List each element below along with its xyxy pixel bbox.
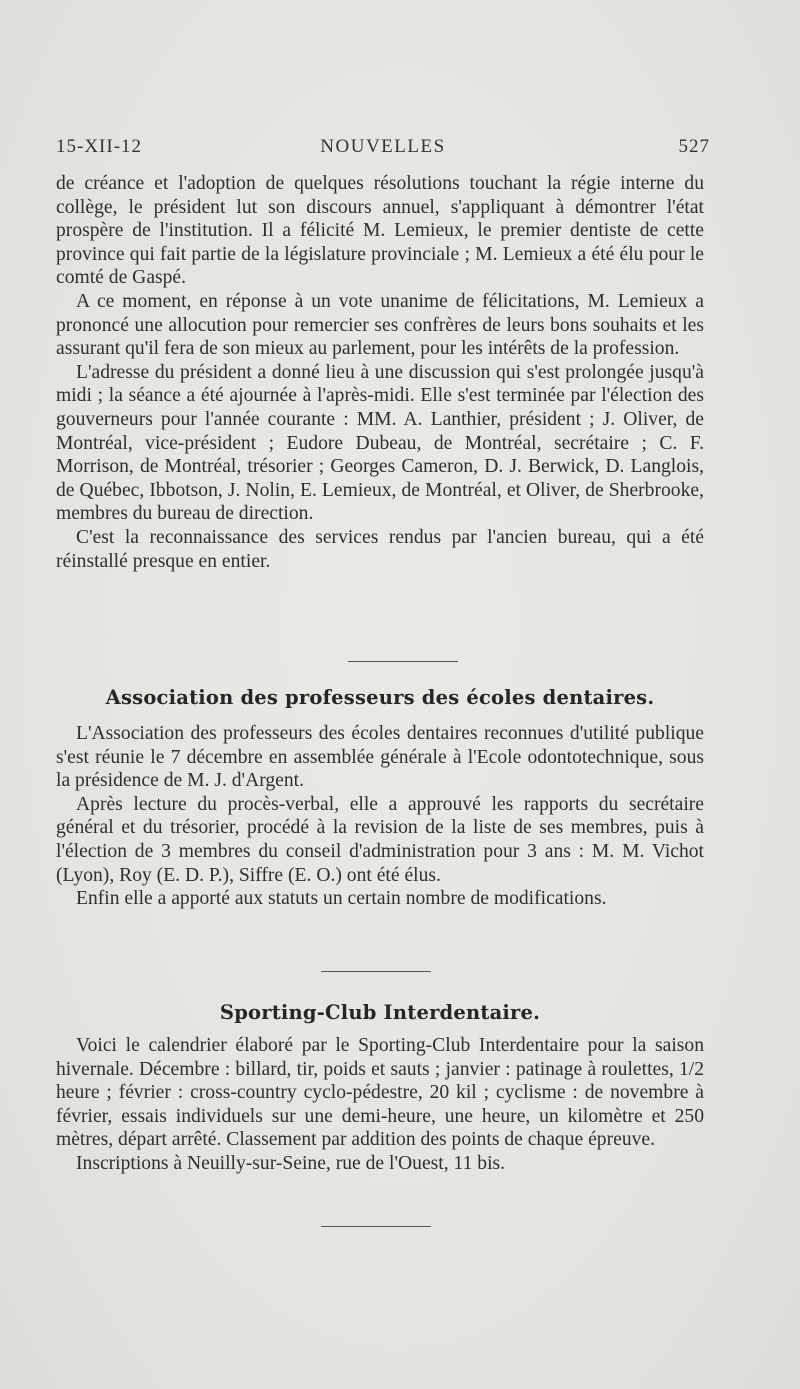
paragraph: A ce moment, en réponse à un vote unanime de félicitations, M. Lemieux a prononcé une allocution pour remercier ses confrères de leurs bons souhaits et les assurant qu'il fera de son mieux au parlement, pour les intérêts de la profession.	[56, 290, 704, 360]
section-association-text	[56, 722, 704, 911]
paragraph: Inscriptions à Neuilly-sur-Seine, rue de l'Ouest, 11 bis.	[76, 1152, 506, 1174]
paragraph: Après lecture du procès-verbal, elle a approuvé les rapports du secrétaire général et du trésorier, procédé à la revision de la liste de ses membres, puis à l'élection de 3 membres du conseil d'administration pour 3 ans : M. M. Vichot (Lyon), Roy (E. D. P.), Siffre (E. O.) ont été élus.	[56, 793, 704, 886]
paragraph: L'adresse du président a donné lieu à une discussion qui s'est prolongée jusqu'à midi ; la séance a été ajournée à l'après-midi. Elle s'est terminée par l'élection des gouverneurs pour l'année courante : MM. A. Lanthier, président ; J. Oliver, de Montréal, vice-président ; Eudore Dubeau, de Montréal, secrétaire ; C. F. Morrison, de Montréal, trésorier ; Georges Cameron, D. J. Berwick, D. Langlois, de Québec, Ibbotson, J. Nolin, E. Lemieux, de Montréal, et Oliver, de Sherbrooke, membres du bureau de direction.	[56, 361, 704, 525]
header-title: NOUVELLES	[320, 136, 446, 157]
section-divider	[321, 971, 431, 972]
section-heading-association: Association des professeurs des écoles dentaires.	[105, 686, 655, 709]
paragraph: C'est la reconnaissance des services rendus par l'ancien bureau, qui a été réinstallé presque en entier.	[56, 526, 704, 572]
section-sporting-club-text	[56, 1034, 704, 1176]
header-date: 15-XII-12	[56, 136, 143, 157]
section-divider	[321, 1226, 431, 1227]
section-college-text	[56, 172, 704, 573]
page-number: 527	[678, 136, 710, 157]
paragraph: Enfin elle a apporté aux statuts un certain nombre de modifications.	[76, 888, 607, 910]
section-heading-sporting-club: Sporting-Club Interdentaire.	[219, 1001, 541, 1024]
paragraph: L'Association des professeurs des écoles dentaires reconnues d'utilité publique s'est réunie le 7 décembre en assemblée générale à l'Ecole odontotechnique, sous la présidence de M. J. d'Argent.	[56, 723, 704, 792]
paragraph: Voici le calendrier élaboré par le Sporting-Club Interdentaire pour la saison hivernale. Décembre : billard, tir, poids et sauts ; janvier : patinage à roulettes, 1/2 heure ; février : cross-country cyclo-pédestre, 20 kil ; cyclisme : de novembre à février, essais individuels sur une demi-heure, une heure, un kilomètre et 250 mètres, départ arrêté. Classement par addition des points de chaque épreuve.	[56, 1035, 704, 1151]
paragraph: de créance et l'adoption de quelques résolutions touchant la régie interne du collège, le président lut son discours annuel, s'appliquant à démontrer l'état prospère de l'institution. Il a félicité M. Lemieux, le premier dentiste de cette province qui fait partie de la législature provinciale ; M. Lemieux a été élu pour le comté de Gaspé.	[56, 173, 704, 289]
running-head	[56, 136, 710, 162]
section-divider	[348, 661, 458, 662]
